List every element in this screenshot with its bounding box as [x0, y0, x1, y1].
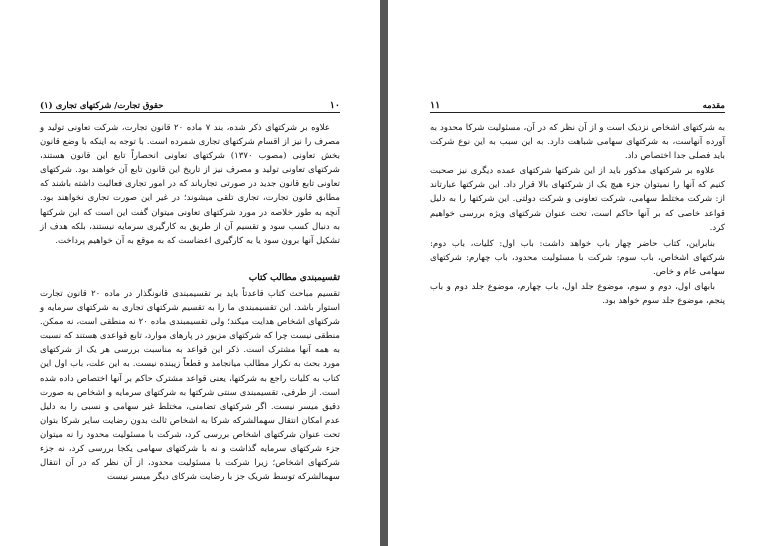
book-gutter: [380, 0, 388, 546]
right-page-header: [430, 98, 725, 113]
left-paragraph-2: تقسیم مباحث کتاب قاعدتاً باید بر تقسیمبندی قانونگذار در ماده ۲۰ قانون تجارت استوار باشد. این تقسیمبندی ما را به تقسیم شرکتهای تجاری به شرکتهای سرمایه و شرکتهای اشخاص هدایت میکند؛ ولی تقسیمبندی ماده ۲۰ نه منطقی است، نه ممکن. منطقی نیست چرا که شرکتهای مزبور در پارهای موارد، تابع قواعدی هستند که نسبت به همه آنها مشترک است. ذکر این قواعد به مناسبت بررسی هر یک از شرکتهای مورد بحث به تکرار مطالب میانجامد و قطعاً زیبنده نیست. به این علت، باب اول این کتاب به کلیات راجع به شرکتها، یعنی قواعد مشترک حاکم بر آنها اختصاص داده شده است. از طرفی، تقسیمبندی سنتی شرکتها به شرکتهای سرمایه و اشخاص به صورت دقیق میسر نیست. اگر شرکتهای تضامنی، مختلط غیر سهامی و نسبی را به دلیل عدم امکان انتقال سهمالشرکه شرکا به اشخاص ثالث بدون رضایت سایر شرکا بتوان تحت عنوان شرکتهای اشخاص بررسی کرد، شرکت با مسئولیت محدود را نه میتوان جزء شرکتهای سرمایه گذاشت و نه با شرکتهای سهامی یکجا بررسی کرد، نه جزء شرکتهای اشخاص؛ زیرا شرکت با مسئولیت محدود، از آن نظر که در آن انتقال سهمالشرکه توسط شریک جز با رضایت شرکای دیگر میسر نیست: [40, 288, 340, 483]
right-paragraph-4: بابهای اول، دوم و سوم، موضوع جلد اول، باب چهارم، موضوع جلد دوم و باب پنجم، موضوع جلد سوم خواهد بود.: [430, 282, 725, 307]
left-page-body: [40, 121, 340, 485]
left-page-number: ۱۰: [329, 100, 340, 111]
right-running-head: مقدمه: [702, 101, 725, 111]
section-heading: تقسیمبندی مطالب کتاب: [248, 272, 340, 283]
right-page-body: [430, 121, 725, 309]
left-page: [0, 0, 380, 546]
left-paragraph-1: علاوه بر شرکتهای ذکر شده، بند ۷ ماده ۲۰ قانون تجارت، شرکت تعاونی تولید و مصرف را نیز از اقسام شرکتهای تجاری شمرده است. با توجه به اینکه با وضع قانون بخش تعاونی (مصوب ۱۳۷۰) شرکتهای تعاونی انحصاراً تابع این قانون هستند، شرکتهای تعاونی تولید و مصرف نیز از تاریخ این قانون تابع آن خواهند بود. شرکتهای تعاونی تابع قانون جدید در صورتی تجاریاند که در امور تجاری فعالیت داشته باشند که مطابق قانون تجارت، تجاری تلقی میشوند؛ در غیر این صورت تجاری نخواهند بود. آنچه به طور خلاصه در مورد شرکتهای تعاونی میتوان گفت این است که این شرکتها به دنبال کسب سود و تقسیم آن از طریق به کارگیری سرمایه نیستند، بلکه هدف از تشکیل آنها برون سود یا به کارگیری اعضاست که به موقع به آن خواهیم پرداخت.: [40, 123, 340, 246]
right-page-number: ۱۱: [430, 100, 441, 111]
right-page: [388, 0, 768, 546]
right-paragraph-2: علاوه بر شرکتهای مذکور باید از این شرکتها شرکتهای عمده دیگری نیز صحبت کنیم که آنها را نمیتوان جزء هیچ یک از شرکتهای بالا قرار داد. این شرکتها عبارتاند از: شرکت مختلط سهامی، شرکت تعاونی و شرکت دولتی. این شرکتها را به دلیل قواعد خاصی که بر آنها حاکم است، تحت عنوان شرکتهای ویژه بررسی خواهیم کرد.: [430, 166, 725, 233]
right-paragraph-1: به شرکتهای اشخاص نزدیک است و از آن نظر که در آن، مسئولیت شرکا محدود به آورده آنهاست، به شرکتهای سهامی شباهت دارد. به این سبب به این نوع شرکت باید فصلی جدا اختصاص داد.: [430, 123, 725, 162]
right-paragraph-3: بنابراین، کتاب حاضر چهار باب خواهد داشت: باب اول: کلیات، باب دوم: شرکتهای اشخاص، باب سوم: شرکت با مسئولیت محدود، باب چهارم: شرکتهای سهامی عام و خاص.: [430, 238, 725, 277]
left-running-head: حقوق تجارت/ شرکتهای تجاری (۱): [40, 101, 164, 111]
left-page-header: [40, 98, 340, 113]
